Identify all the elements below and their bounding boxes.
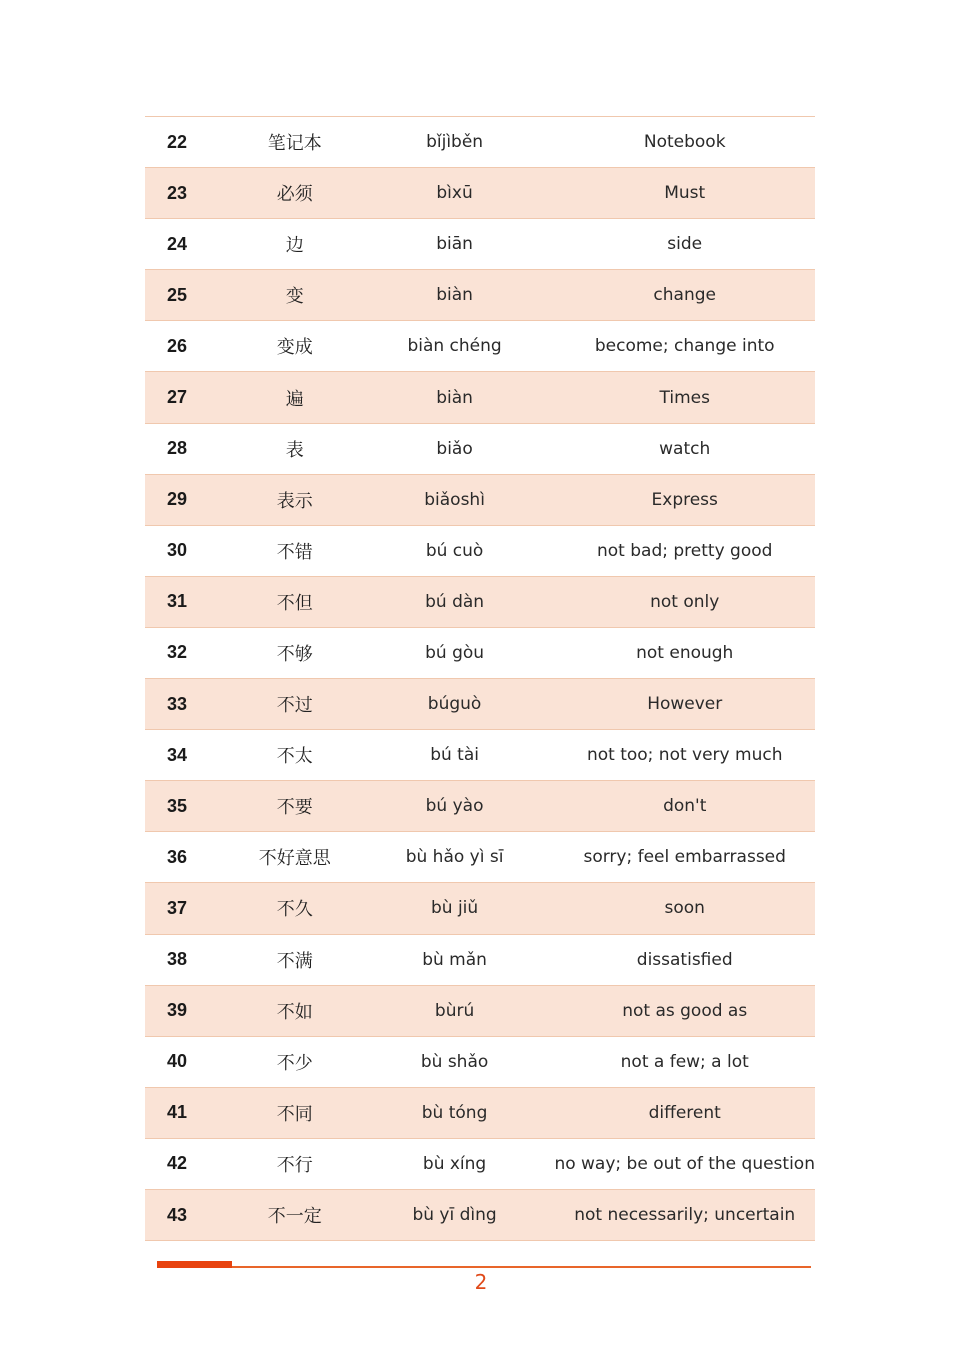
table-row [145, 985, 815, 1036]
row-number: 36 [167, 846, 188, 867]
hanzi-cell: 笔记本 [267, 133, 322, 155]
hanzi-cell: 不够 [276, 643, 313, 665]
table-row [145, 1036, 815, 1087]
hanzi-cell: 变 [285, 286, 304, 308]
footer-divider [157, 1266, 811, 1268]
english-cell: dissatisfied [636, 949, 733, 970]
table-row [145, 219, 815, 270]
pinyin-cell: bǐjìběn [426, 132, 484, 153]
pinyin-cell: biàn chéng [407, 336, 502, 357]
hanzi-cell: 必须 [276, 184, 313, 206]
pinyin-cell: biàn [436, 387, 473, 408]
hanzi-cell: 不满 [276, 950, 313, 972]
english-cell: watch [659, 438, 711, 459]
table-row [145, 474, 815, 525]
pinyin-cell: bú cuò [425, 540, 484, 561]
table-row [145, 1189, 815, 1240]
row-number: 35 [167, 795, 188, 816]
table-row [145, 730, 815, 781]
hanzi-cell: 表 [285, 439, 304, 461]
row-number: 37 [167, 897, 188, 918]
english-cell: not as good as [622, 1000, 748, 1021]
row-number: 40 [167, 1051, 188, 1072]
footer-accent-bar [157, 1261, 232, 1268]
hanzi-cell: 不要 [276, 797, 313, 819]
english-cell: no way; be out of the question [554, 1153, 815, 1174]
table-row [145, 168, 815, 219]
hanzi-cell: 不过 [276, 695, 313, 717]
english-cell: not only [650, 591, 720, 612]
english-cell: not enough [636, 642, 734, 663]
pinyin-cell: bù mǎn [422, 949, 487, 970]
english-cell: don't [663, 796, 707, 817]
hanzi-cell: 不太 [276, 746, 313, 768]
vocabulary-table [145, 116, 815, 1241]
hanzi-cell: 不好意思 [258, 848, 331, 870]
hanzi-cell: 变成 [276, 337, 313, 359]
row-number: 32 [167, 642, 188, 663]
english-cell: Must [664, 183, 706, 204]
row-number: 39 [167, 1000, 188, 1021]
pinyin-cell: bù hǎo yì sī [405, 847, 504, 868]
row-number: 42 [167, 1153, 188, 1174]
hanzi-cell: 不行 [276, 1154, 313, 1176]
row-number: 24 [167, 233, 188, 254]
table-row [145, 576, 815, 627]
english-cell: side [667, 234, 703, 255]
english-cell: become; change into [594, 336, 775, 357]
row-number: 41 [167, 1102, 188, 1123]
hanzi-cell: 边 [285, 235, 304, 257]
pinyin-cell: biǎoshì [424, 489, 485, 510]
hanzi-cell: 不同 [276, 1103, 313, 1125]
pinyin-cell: bú gòu [425, 642, 485, 663]
pinyin-cell: bù shǎo [420, 1051, 489, 1072]
english-cell: change [653, 285, 716, 306]
row-number: 23 [167, 182, 188, 203]
pinyin-cell: biǎo [436, 438, 473, 459]
pinyin-cell: biàn [436, 285, 473, 306]
pinyin-cell: bùrú [434, 1000, 475, 1021]
hanzi-cell: 不如 [276, 1001, 313, 1023]
english-cell: Express [651, 489, 718, 510]
row-number: 22 [167, 131, 188, 152]
table-row [145, 679, 815, 730]
english-cell: soon [664, 898, 705, 919]
pinyin-cell: bìxū [436, 183, 473, 204]
pinyin-cell: bù yī dìng [412, 1205, 497, 1226]
table-row [145, 270, 815, 321]
page-number: 2 [474, 1270, 488, 1294]
row-number: 26 [167, 335, 188, 356]
row-number: 43 [167, 1204, 188, 1225]
row-number: 38 [167, 949, 188, 970]
english-cell: Times [659, 387, 710, 408]
hanzi-cell: 表示 [276, 490, 313, 512]
table-row [145, 832, 815, 883]
table-row [145, 1138, 815, 1189]
hanzi-cell: 不少 [276, 1052, 313, 1074]
pinyin-cell: bù xíng [422, 1153, 487, 1174]
row-number: 30 [167, 540, 188, 561]
hanzi-cell: 不久 [276, 899, 313, 921]
english-cell: not too; not very much [586, 745, 783, 766]
table-row [145, 781, 815, 832]
english-cell: different [648, 1102, 721, 1123]
table-row [145, 321, 815, 372]
pinyin-cell: bù tóng [421, 1102, 488, 1123]
row-number: 28 [167, 438, 188, 459]
row-number: 29 [167, 489, 188, 510]
hanzi-cell: 不错 [276, 541, 313, 563]
english-cell: However [647, 694, 723, 715]
table-row [145, 372, 815, 423]
table-row [145, 1087, 815, 1138]
pinyin-cell: bù jiǔ [430, 898, 479, 919]
table-row [145, 423, 815, 474]
english-cell: not a few; a lot [620, 1051, 749, 1072]
english-cell: not necessarily; uncertain [574, 1205, 796, 1226]
pinyin-cell: bú dàn [425, 591, 485, 612]
pinyin-cell: bú tài [430, 745, 479, 766]
row-number: 31 [167, 591, 188, 612]
table-row [145, 934, 815, 985]
table-row [145, 525, 815, 576]
hanzi-cell: 不一定 [267, 1206, 322, 1228]
row-number: 25 [167, 284, 188, 305]
table-row [145, 883, 815, 934]
pinyin-cell: búguò [427, 694, 482, 715]
hanzi-cell: 遍 [285, 388, 304, 410]
table-row [145, 627, 815, 678]
row-number: 27 [167, 387, 188, 408]
vocabulary-table-body [145, 117, 815, 1241]
pinyin-cell: biān [436, 234, 473, 255]
english-cell: Notebook [643, 132, 726, 153]
table-row [145, 117, 815, 168]
row-number: 34 [167, 744, 188, 765]
english-cell: not bad; pretty good [597, 540, 773, 561]
row-number: 33 [167, 693, 188, 714]
english-cell: sorry; feel embarrassed [583, 847, 786, 868]
pinyin-cell: bú yào [425, 796, 484, 817]
hanzi-cell: 不但 [276, 592, 313, 614]
